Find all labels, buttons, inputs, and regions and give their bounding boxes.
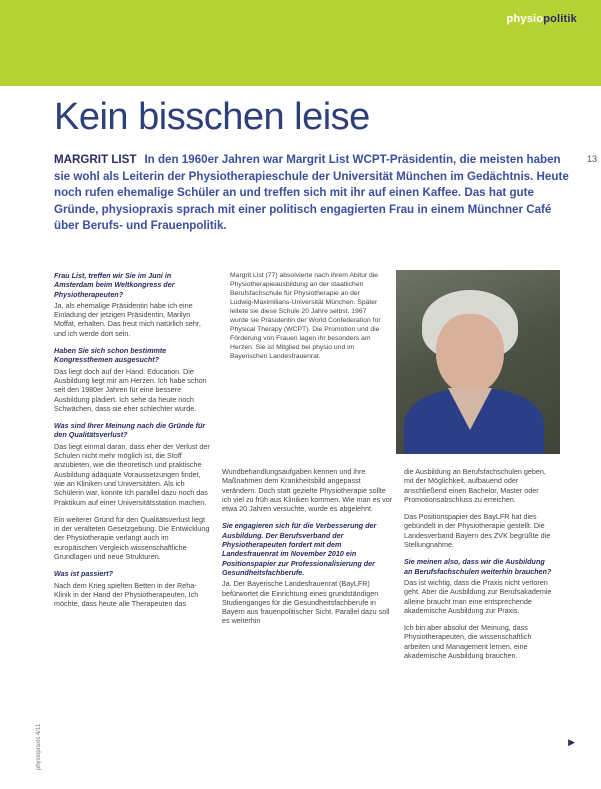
section-tag (507, 13, 577, 25)
question: Frau List, treffen wir Sie im Juni in Amsterdam beim Weltkongress der Physiotherapeuten? (54, 271, 175, 299)
lead-text: In den 1960er Jahren war Margrit List WCPT-Präsidentin, die meisten haben sie wohl als Leiterin der Physiotherapieschule der Universität München im Gedächtnis. Heute noch rufen ehemalige Schüler an und treffen sich mit ihr auf einen Kaffee. Das hat gute Gründe, physiopraxis sprach mit einer politisch engagierten Frau in einem Münchner Café über Berufs- und Frauenpolitik. (54, 153, 569, 232)
author-name: MARGRIT LIST (54, 153, 137, 166)
section-tag-dark: politik (543, 13, 577, 25)
question: Sie meinen also, dass wir die Ausbildung an Berufsfachschulen weiterhin brauchen? (404, 557, 552, 576)
question: Sie engagieren sich für die Verbesserung der Ausbildung. Der Berufsverband der Physiotherapeuten fordert mit dem Landesfrauenrat im November 2010 ein Positionspapier zur Professionalisierung der Gesundheitsfachberufe. (222, 521, 377, 577)
answer: Ich bin aber absolut der Meinung, dass Physiotherapeuten, die wissenschaftlich arbeiten und Management lernen, eine akademische Ausbildung brauchen. (404, 623, 532, 661)
answer: Das Positionspapier des BayLFR hat dies gebündelt in der Physiotherapie gestellt. Die Landesverband Bayern des ZVK begrüßte die Stellungnahme. (404, 512, 551, 550)
continue-arrow-icon: ▶ (568, 737, 575, 747)
article-title: Kein bisschen leise (54, 96, 370, 138)
answer: Das ist wichtig, dass die Praxis nicht verloren geht. Aber die Ausbildung zur Berufsakademie alleine braucht man eine entsprechende akademische Ausbildung zur Praxis. (404, 577, 552, 615)
side-credit: physiopraxis 4/11 (36, 723, 42, 770)
answer: Wundbehandlungsaufgaben kennen und ihre Maßnahmen dem Krankheitsbild angepasst verändern. Doch statt gezielte Physiotherapie sollte ich viel zu früh aus Kliniken kommen. Wie man es vor etwa 20 Jahren versuchte, wurde es abgelehnt. (222, 467, 393, 514)
article-lead (54, 152, 574, 235)
photo-face (436, 314, 504, 394)
portrait-photo (396, 270, 560, 454)
answer: Das liegt doch auf der Hand: Education. Die Ausbildung liegt mir am Herzen. Ich habe schon seit den 1980er Jahren für eine bessere Ausbildung plädiert. Ich sehe da heute noch Schwächen, dass sie eher schlechter wurde. (54, 366, 207, 413)
answer: Nach dem Krieg spielten Betten in der Reha-Klinik in der Hand der Physiotherapeuten. Ich möchte, dass heute alle Therapeuten das (54, 580, 199, 609)
question: Was sind Ihrer Meinung nach die Gründe für den Qualitätsverlust? (54, 421, 206, 440)
column-2 (222, 467, 394, 634)
answer: Das liegt einmal daran, dass eher der Verlust der Schulen nicht mehr möglich ist, die Stoff anzubieten, wie die theoretisch und praktische Ausbildung adäquate Voraussetzungen findet, wie an Kliniken und Universitäten. Als ich Schülerin war, konnte ich parallel dazu noch das Praktikum auf einer Universitätsstation machen. (54, 441, 210, 507)
page-number: 13 (586, 154, 597, 164)
header-bar (0, 0, 601, 86)
bio-box: Margrit List (77) absolvierte nach ihrem Abitur die Physiotherapieausbildung an der staatlichen Berufsfachschule für Physiotherapie an der Ludwig-Maximilians-Universität München. Später leitete sie diese Schule 20 Jahre selbst. 1967 wurde sie Präsidentin der World Confederation for Physical Therapy (WCPT). Die Promotion und die Förderung von Frauen lagen ihr besonders am Herzen. Sie ist Mitglied bei physio und im Bayerischen Landesfrauenrat. (230, 272, 381, 360)
answer: die Ausbildung an Berufsfachschulen geben, mit der Möglichkeit, aufbauend oder anschließend einen Bachelor, Master oder Promotionsabschluss zu erreichen. (404, 467, 546, 504)
column-3 (404, 467, 554, 668)
answer: Ja. Der Bayerische Landesfrauenrat (BayLFR) befürwortet die Einrichtung eines grundständigen Studienganges für die Gesundheitsfachberufe in Bayern aus frauenpolitischer Sicht. Parallel dazu soll es weiterhin (222, 579, 390, 626)
answer: Ein weiterer Grund für den Qualitätsverlust liegt in der veralteten Gesetzgebung. Die Entwicklung der Physiotherapie verlangt auch im europäischen Vergleich wissenschaftliche Grundlagen und neue Strukturen. (54, 514, 210, 562)
question: Was ist passiert? (54, 569, 113, 579)
section-tag-light: physio (506, 13, 544, 25)
answer: Ja, als ehemalige Präsidentin habe ich eine Einladung der jetzigen Präsidentin, Marilyn Moffat, erhalten. Das freut mich natürlich sehr, und ich werde dort sein. (54, 300, 201, 338)
question: Haben Sie sich schon bestimmte Kongressthemen ausgesucht? (54, 346, 167, 365)
column-1 (54, 271, 212, 617)
